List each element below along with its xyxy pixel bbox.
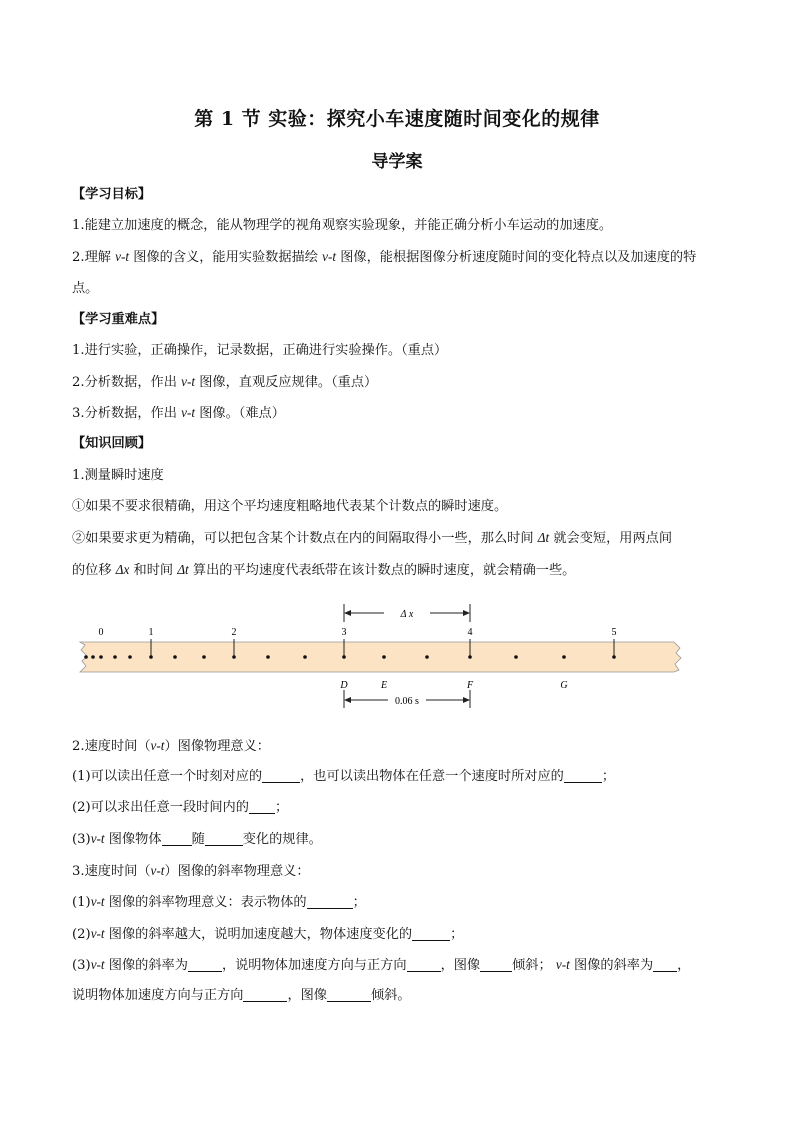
answer-blank[interactable] <box>243 987 287 1002</box>
tape-dot <box>612 655 616 659</box>
answer-blank[interactable] <box>262 768 300 783</box>
page-subtitle: 导学案 <box>371 152 423 172</box>
tape-dot <box>91 655 95 659</box>
tape-dot <box>84 655 88 659</box>
section2-line1: (1)可以读出任意一个时刻对应的 ，也可以读出物体在任意一个速度时所对应的 ； <box>72 769 616 784</box>
tape-dot <box>173 655 177 659</box>
counter-label-0: 0 <box>98 627 104 638</box>
tape-dot <box>468 655 472 659</box>
keypoint-1: 1.进行实验，正确操作，记录数据，正确进行实验操作。（重点） <box>72 343 448 358</box>
goal-2: 2.理解 v-t 图像的含义，能用实验数据描绘 v-t 图像，能根据图像分析速度随时间的变化特点以及加速度的特 <box>72 249 697 265</box>
point-label-G: G <box>560 680 568 691</box>
page-title: 第 1 节 实验：探究小车速度随时间变化的规律 <box>194 108 600 130</box>
keypoints-heading: 【学习重难点】 <box>72 312 165 327</box>
section3-line2: (2)v-t 图像的斜率越大，说明加速度越大，物体速度变化的 ； <box>72 926 464 942</box>
counter-label-2: 2 <box>231 627 237 638</box>
tape-dot <box>425 655 429 659</box>
tape-dot <box>149 655 153 659</box>
section3-line4: 说明物体加速度方向与正方向 ，图像 倾斜。 <box>72 988 411 1003</box>
counter-label-1: 1 <box>148 627 154 638</box>
point-label-D: D <box>340 680 348 691</box>
answer-blank[interactable] <box>249 799 275 814</box>
tape-dot <box>303 655 307 659</box>
paper-tape <box>80 642 681 672</box>
review-s1-a: ①如果不要求很精确，用这个平均速度粗略地代表某个计数点的瞬时速度。 <box>72 499 508 514</box>
answer-blank[interactable] <box>162 831 192 846</box>
review-s1-b: ②如果要求更为精确，可以把包含某个计数点在内的间隔取得小一些，那么时间 Δt 就会变短，用两点间 <box>72 530 673 546</box>
counter-label-3: 3 <box>341 627 347 638</box>
answer-blank[interactable] <box>412 926 450 941</box>
tape-dot <box>99 655 103 659</box>
answer-blank[interactable] <box>480 957 512 972</box>
keypoint-2: 2.分析数据，作出 v-t 图像，直观反应规律。（重点） <box>72 374 378 390</box>
tape-dot <box>562 655 566 659</box>
section3-line3: (3)v-t 图像的斜率为 ，说明物体加速度方向与正方向 ，图像 倾斜； v-t 图像的斜率为 ， <box>72 957 691 973</box>
section3-title: 3.速度时间（v-t）图像的斜率物理意义： <box>72 863 310 879</box>
point-label-F: F <box>466 680 474 691</box>
answer-blank[interactable] <box>307 894 353 909</box>
answer-blank[interactable] <box>188 957 222 972</box>
answer-blank[interactable] <box>564 768 602 783</box>
review-heading: 【知识回顾】 <box>72 436 152 451</box>
tape-dot <box>202 655 206 659</box>
goal-1: 1.能建立加速度的概念，能从物理学的视角观察实验现象，并能正确分析小车运动的加速度。 <box>72 218 613 233</box>
tape-dot <box>128 655 132 659</box>
answer-blank[interactable] <box>407 957 441 972</box>
time-interval-label: 0.06 s <box>395 696 419 707</box>
section2-line3: (3)v-t 图像物体 随 变化的规律。 <box>72 831 322 847</box>
section3-line1: (1)v-t 图像的斜率物理意义：表示物体的 ； <box>72 894 366 910</box>
goal-2-cont: 点。 <box>72 281 99 296</box>
section2-title: 2.速度时间（v-t）图像物理意义： <box>72 738 270 754</box>
review-s1-title: 1.测量瞬时速度 <box>72 468 164 483</box>
counter-label-5: 5 <box>611 627 617 638</box>
section2-line2: (2)可以求出任意一段时间内的 ； <box>72 800 289 815</box>
answer-blank[interactable] <box>653 957 677 972</box>
tape-dot <box>514 655 518 659</box>
tape-dot <box>232 655 236 659</box>
keypoint-3: 3.分析数据，作出 v-t 图像。（难点） <box>72 405 285 421</box>
point-label-E: E <box>380 680 388 691</box>
goals-heading: 【学习目标】 <box>72 187 152 202</box>
tape-dot <box>113 655 117 659</box>
review-s1-b-cont: 的位移 Δx 和时间 Δt 算出的平均速度代表纸带在该计数点的瞬时速度，就会精确一些。 <box>72 562 576 578</box>
paper-tape-figure <box>72 598 692 716</box>
tape-dot <box>266 655 270 659</box>
tape-dot <box>342 655 346 659</box>
answer-blank[interactable] <box>205 831 243 846</box>
tape-dot <box>382 655 386 659</box>
counter-label-4: 4 <box>467 627 473 638</box>
delta-x-label: Δ x <box>400 609 414 620</box>
answer-blank[interactable] <box>327 987 371 1002</box>
